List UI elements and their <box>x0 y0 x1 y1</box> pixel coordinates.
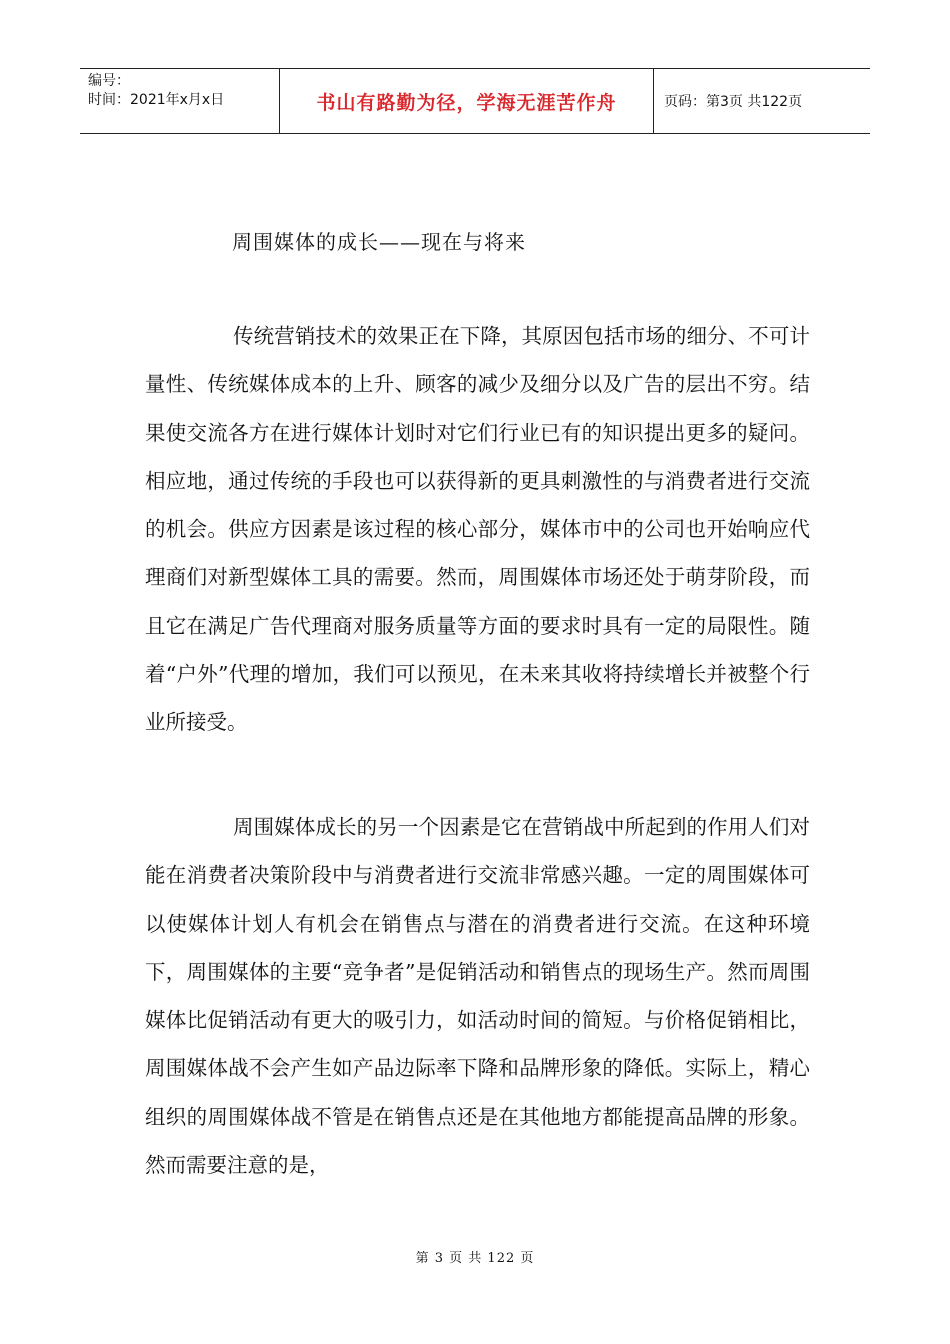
header-page-info: 页码：第3页 共122页 <box>664 94 803 110</box>
header-motto-cell <box>280 69 654 133</box>
document-number-label: 编号： <box>88 73 130 89</box>
body-paragraph-2: 周围媒体成长的另一个因素是它在营销战中所起到的作用人们对能在消费者决策阶段中与消费者进行交流非常感兴趣。一定的周围媒体可以使媒体计划人有机会在销售点与潜在的消费者进行交流。在这种环境下，周围媒体的主要“竞争者”是促销活动和销售点的现场生产。然而周围媒体比促销活动有更大的吸引力，如活动时间的简短。与价格促销相比，周围媒体战不会产生如产品边际率下降和品牌形象的降低。实际上，精心组织的周围媒体战不管是在销售点还是在其他地方都能提高品牌的形象。然而需要注意的是， <box>145 815 810 1178</box>
document-time-label: 时间：2021年x月x日 <box>88 92 225 108</box>
header-motto: 书山有路勤为径，学海无涯苦作舟 <box>316 91 617 114</box>
page-footer: 第 3 页 共 122 页 <box>415 1251 535 1266</box>
document-title: 周围媒体的成长——现在与将来 <box>232 230 526 254</box>
header-page-cell <box>654 69 870 133</box>
header-table <box>80 68 870 134</box>
header-meta-cell <box>80 69 280 133</box>
body-paragraph-1: 传统营销技术的效果正在下降，其原因包括市场的细分、不可计量性、传统媒体成本的上升、顾客的减少及细分以及广告的层出不穷。结果使交流各方在进行媒体计划时对它们行业已有的知识提出更多的疑问。相应地，通过传统的手段也可以获得新的更具刺激性的与消费者进行交流的机会。供应方因素是该过程的核心部分，媒体市中的公司也开始响应代理商们对新型媒体工具的需要。然而，周围媒体市场还处于萌芽阶段，而且它在满足广告代理商对服务质量等方面的要求时具有一定的局限性。随着“户外”代理的增加，我们可以预见，在未来其收将持续增长并被整个行业所接受。 <box>145 324 810 735</box>
